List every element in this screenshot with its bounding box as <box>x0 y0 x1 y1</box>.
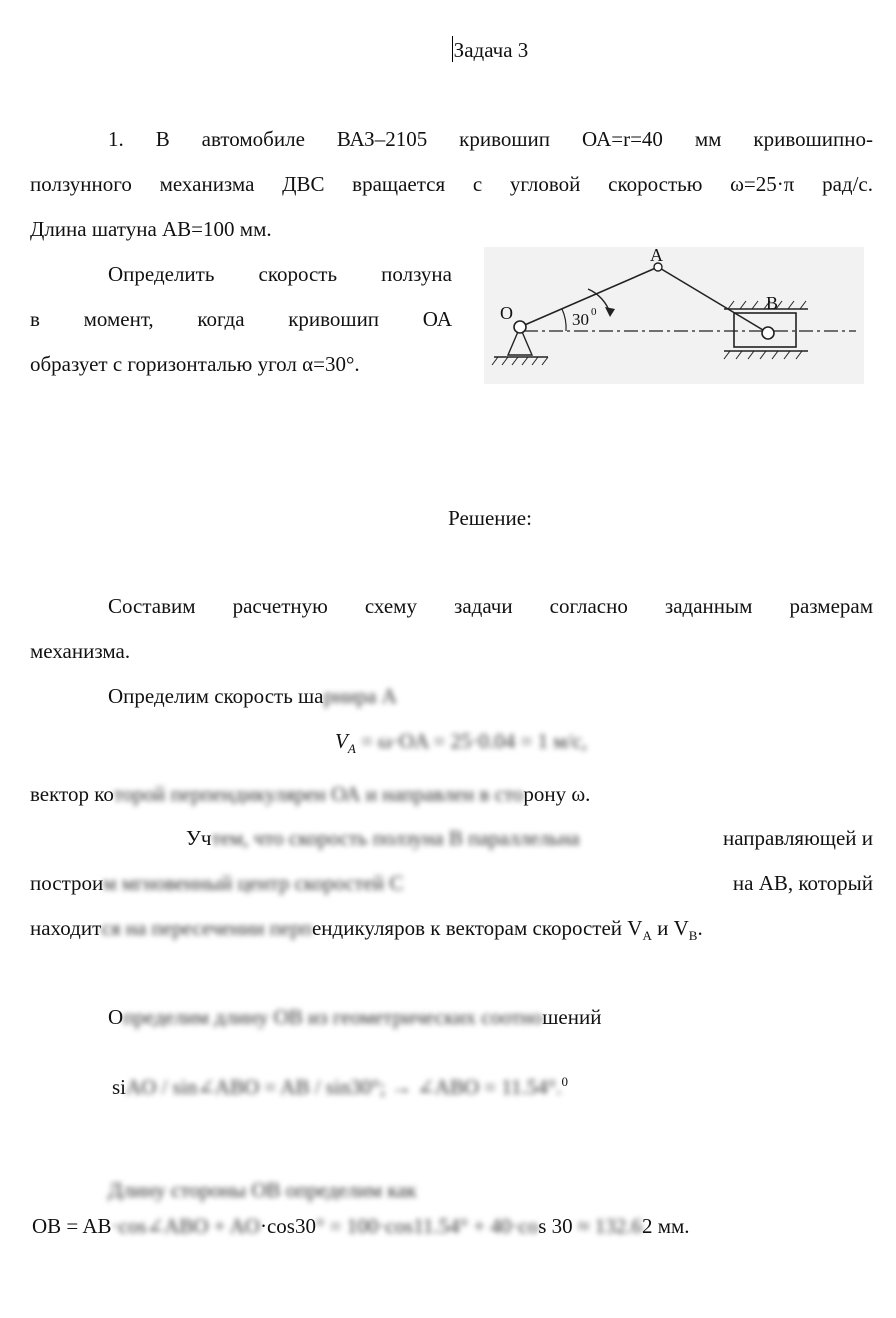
angle-arc <box>562 309 566 331</box>
label-a: A <box>650 247 663 265</box>
blurred-formula: ·cos∠ABO + AO <box>111 1214 260 1238</box>
connecting-rod-ab <box>658 267 768 333</box>
solution-line-5: Учтем, что скорость ползуна В параллельна направляющей и <box>186 826 873 850</box>
problem-title: Задача 3 <box>453 38 529 62</box>
blurred-text: ся на пересечении перп <box>101 916 312 940</box>
solution-line-3: Определим скорость шарнира А <box>108 684 397 708</box>
omega-arrowhead <box>605 307 615 317</box>
solution-line-2: механизма. <box>30 639 131 663</box>
ground-hatch <box>492 357 548 365</box>
problem-line-3: Длина шатуна АВ=100 мм. <box>30 217 272 241</box>
crank-slider-diagram <box>484 247 864 384</box>
problem-line-2: ползунного механизма ДВС вращается с угловой скоростью ω=25·π рад/с. <box>30 172 873 196</box>
blurred-text: тем, что скорость ползуна В параллельна <box>211 826 580 850</box>
task-line-2: в момент, когда кривошип ОА <box>30 307 452 331</box>
blurred-text: пределим длину ОВ из геометрических соотно <box>123 1005 543 1029</box>
solution-line-4: вектор которой перпендикулярен ОА и направлен в сторону ω. <box>30 782 591 806</box>
ob-formula: OB = AB·cos∠ABO + AO·cos30° = 100·cos11.54° + 40·cos 30 ≈ 132.62 мм. <box>32 1214 690 1238</box>
label-o: O <box>500 303 513 323</box>
problem-line-1: 1. В автомобиле ВАЗ–2105 кривошип ОА=r=40 мм кривошипно- <box>108 127 873 151</box>
task-line-3: образует с горизонталью угол α=30°. <box>30 352 360 376</box>
crank-oa <box>520 267 658 327</box>
mechanism-figure <box>484 247 864 384</box>
blurred-formula: ° = 100·cos11.54° + 40·co <box>315 1214 539 1238</box>
solution-line-1: Составим расчетную схему задачи согласно заданным размерам <box>108 594 873 618</box>
label-b: B <box>766 293 779 313</box>
angle-label: 30 <box>572 310 589 329</box>
blurred-text: м мгновенный центр скоростей C <box>103 871 404 895</box>
solution-heading: Решение: <box>448 506 532 530</box>
solution-line-6: построим мгновенный центр скоростей C на АВ, который <box>30 871 873 895</box>
solution-line-8: Определим длину ОВ из геометрических соотношений <box>108 1005 602 1029</box>
blurred-formula: AO / sin∠ABO = AB / sin30°; → ∠ABO = 11.54°. <box>126 1075 562 1099</box>
blurred-text: Длину стороны ОВ определим как <box>108 1178 417 1202</box>
blurred-text: рнира А <box>323 684 397 708</box>
blurred-formula: = ω·OA = 25·0.04 = 1 м/с, <box>361 729 587 753</box>
solution-line-7: находится на пересечении перпендикуляров к векторам скоростей $V_A$ и $V_B$. <box>30 916 703 944</box>
blurred-formula: ≈ 132.6 <box>572 1214 642 1238</box>
text-cursor <box>452 36 453 62</box>
joint-b <box>762 327 774 339</box>
sine-law-formula: siAO / sin∠ABO = AB / sin30°; → ∠ABO = 11.54°.$^0$ <box>112 1074 568 1099</box>
task-line-1: Определить скорость ползуна <box>108 262 452 286</box>
lower-guide-hatch <box>724 351 802 359</box>
solution-line-9 <box>30 1168 873 1213</box>
angle-degree: 0 <box>591 306 597 318</box>
va-formula: $V_A = \omega\cdot OA = 25\cdot 0.04 = 1$ м/с, <box>335 729 587 757</box>
blurred-text: торой перпендикулярен ОА и направлен в сто <box>113 782 524 806</box>
joint-o <box>514 321 526 333</box>
